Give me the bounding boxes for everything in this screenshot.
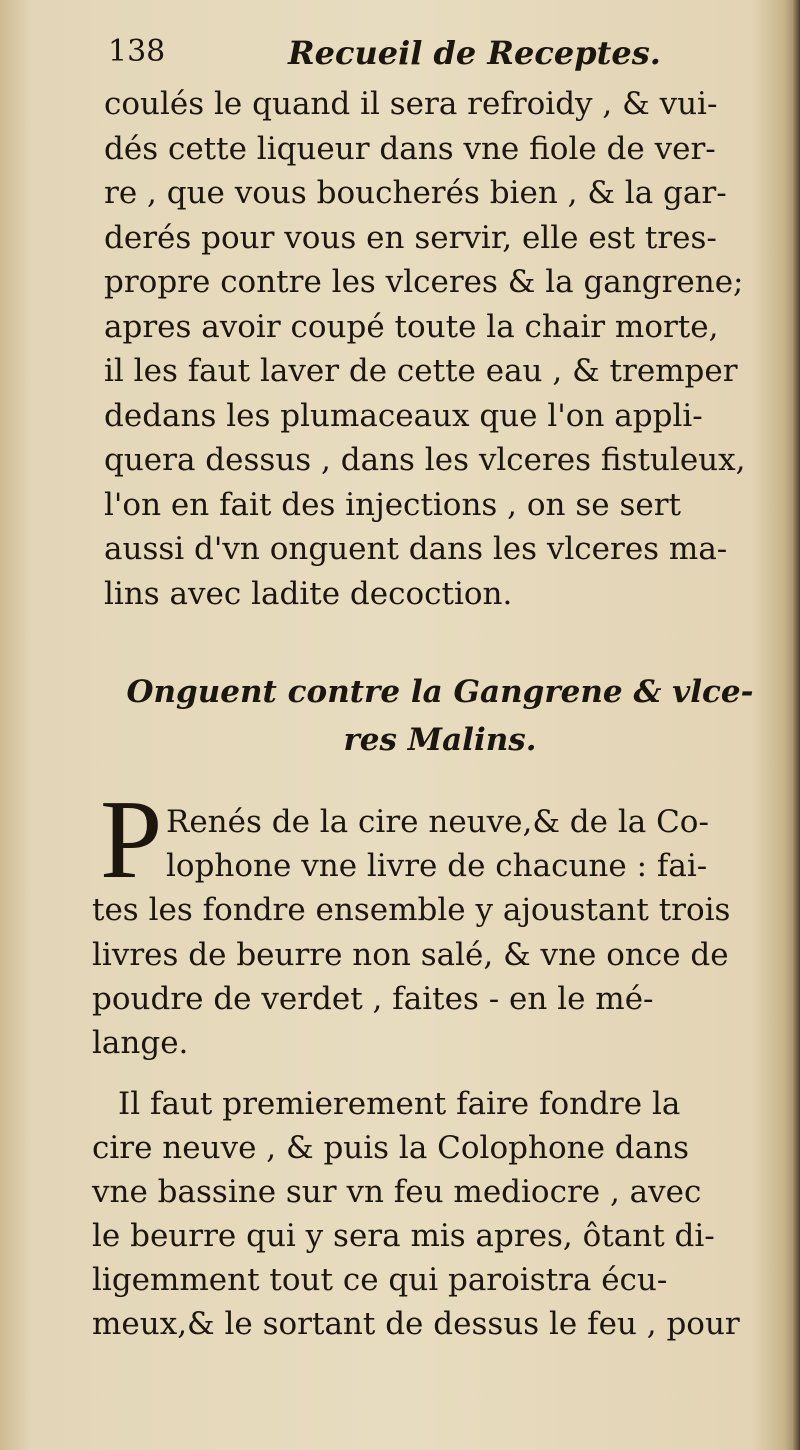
text-line: cire neuve , & puis la Colophone dans: [92, 1130, 689, 1166]
recipe-paragraph: [92, 800, 782, 1065]
running-head: Recueil de Receptes.: [288, 34, 661, 72]
text-line: le beurre qui y sera mis apres, ôtant di-: [92, 1218, 715, 1254]
text-line: derés pour vous en servir, elle est tres-: [104, 219, 717, 256]
page-header: [108, 34, 728, 84]
heading-line: Onguent contre la Gangrene & vlce-: [126, 674, 754, 710]
text-line: propre contre les vlceres & la gangrene;: [104, 264, 744, 300]
heading-line: res Malins.: [343, 722, 537, 758]
text-line: l'on en fait des injections , on se sert: [104, 486, 682, 523]
text-line: tes les fondre ensemble y ajoustant trois: [92, 892, 731, 929]
text-line: Renés de la cire neuve,& de la Co-: [166, 804, 709, 840]
text-line: Il faut premierement faire fondre la: [118, 1086, 681, 1122]
text-line: dés cette liqueur dans vne fiole de ver-: [104, 130, 716, 167]
text-line: coulés le quand il sera refroidy , & vui-: [104, 86, 718, 122]
text-line: apres avoir coupé toute la chair morte,: [104, 308, 719, 345]
text-line: vne bassine sur vn feu mediocre , avec: [92, 1174, 702, 1210]
text-line: lins avec ladite decoction.: [104, 575, 513, 612]
page-edge: [792, 0, 800, 1450]
text-line: lange.: [92, 1025, 189, 1062]
text-line: aussi d'vn onguent dans les vlceres ma-: [104, 531, 728, 567]
text-line: dedans les plumaceaux que l'on appli-: [104, 397, 703, 434]
text-line: ligemment tout ce qui paroistra écu-: [92, 1262, 668, 1298]
text-line: poudre de verdet , faites - en le mé-: [92, 980, 654, 1017]
body-text: [104, 82, 784, 616]
text-line: re , que vous boucherés bien , & la gar-: [104, 175, 727, 211]
text-line: lophone vne livre de chacune : fai-: [166, 848, 708, 885]
drop-cap: P: [100, 778, 163, 902]
page-number: 138: [108, 34, 166, 69]
instruction-paragraph: [92, 1082, 782, 1346]
section-heading: [100, 668, 780, 764]
text-line: il les faut laver de cette eau , & tremper: [104, 353, 738, 389]
text-line: meux,& le sortant de dessus le feu , pour: [92, 1306, 740, 1342]
text-line: livres de beurre non salé, & vne once de: [92, 936, 729, 973]
text-line: quera dessus , dans les vlceres fistuleux,: [104, 442, 746, 478]
